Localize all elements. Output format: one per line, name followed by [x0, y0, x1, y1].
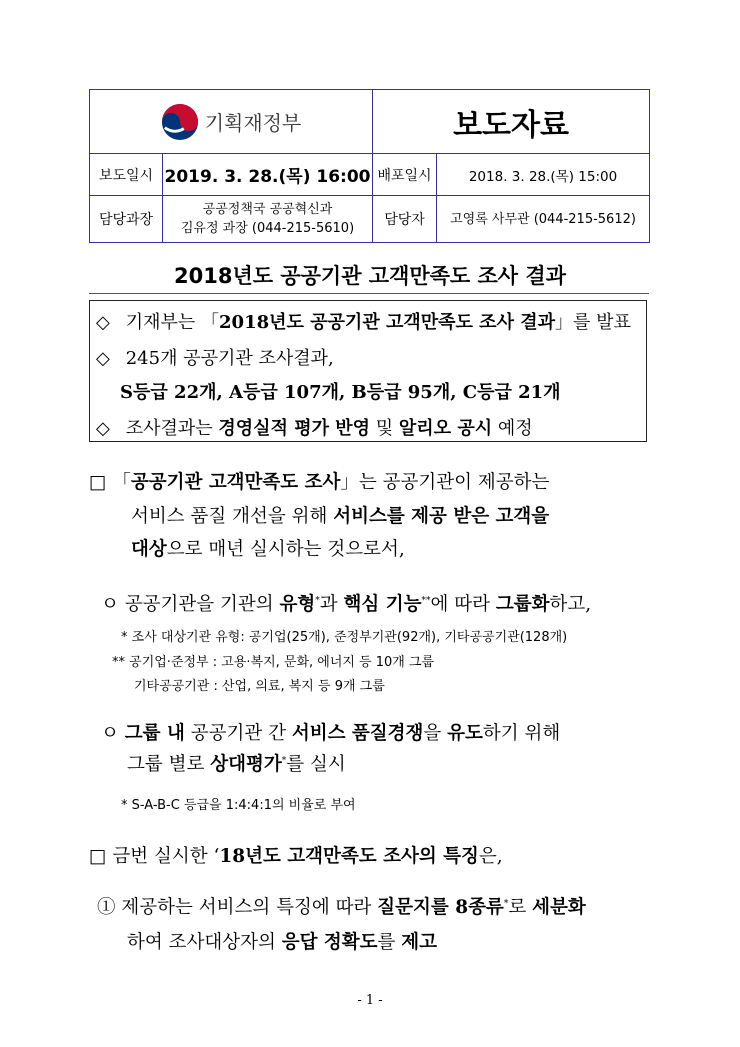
officer-label: 담당자: [373, 196, 437, 243]
dept-info: [163, 196, 373, 243]
dept-label: 담당과장: [90, 196, 163, 243]
diamond-bullet-icon: ◇: [96, 348, 110, 369]
para-1-line-3: 대상으로 매년 실시하는 것으로서,: [131, 539, 405, 560]
footnote-3: 기타공공기관 : 산업, 의료, 복지 등 9개 그룹: [134, 679, 385, 694]
circle-bullet-icon: ㅇ: [101, 594, 119, 615]
para-5-line-1: ① 제공하는 서비스의 특징에 따라 질문지를 8종류*로 세분화: [97, 897, 586, 918]
summary-line-4: ◇ 조사결과는 경영실적 평가 반영 및 알리오 공시 예정: [96, 418, 533, 439]
square-bullet-icon: □: [89, 472, 107, 493]
title-divider: [89, 293, 649, 294]
footnote-1: * 조사 대상기관 유형: 공기업(25개), 준정부기관(92개), 기타공공기관(128개): [121, 630, 568, 645]
summary-line-2: ◇ 245개 공공기관 조사결과,: [96, 348, 334, 369]
summary-box: [89, 300, 647, 442]
footnote-2: ** 공기업·준정부 : 고용·복지, 문화, 에너지 등 10개 그룹: [112, 655, 435, 670]
para-4: □ 금번 실시한 ‘18년도 고객만족도 조사의 특징은,: [89, 846, 503, 867]
release-date: 2019. 3. 28.(목) 16:00: [163, 154, 373, 196]
para-2: ㅇ 공공기관을 기관의 유형*과 핵심 기능**에 따라 그룹화하고,: [101, 594, 592, 615]
distribution-date: 2018. 3. 28.(목) 15:00: [437, 154, 650, 196]
document-title: 2018년도 공공기관 고객만족도 조사 결과: [174, 264, 566, 288]
summary-line-1: ◇ 기재부는 「2018년도 공공기관 고객만족도 조사 결과」를 발표: [96, 312, 631, 333]
circle-bullet-icon: ㅇ: [101, 723, 119, 744]
para-5-line-2: 하여 조사대상자의 응답 정확도를 제고: [127, 932, 438, 953]
distribution-label: 배포일시: [373, 154, 437, 196]
press-release-header: [89, 89, 650, 243]
doc-type-title: 보도자료: [373, 90, 650, 154]
summary-line-3: S등급 22개, A등급 107개, B등급 95개, C등급 21개: [120, 382, 561, 403]
footnote-4: * S-A-B-C 등급을 1:4:4:1의 비율로 부여: [121, 798, 356, 813]
diamond-bullet-icon: ◇: [96, 418, 110, 439]
circled-number-one: ①: [97, 897, 116, 918]
release-label: 보도일시: [90, 154, 163, 196]
para-1-line-2: 서비스 품질 개선을 위해 서비스를 제공 받은 고객을: [131, 506, 550, 527]
officer-value: 고영록 사무관 (044-215-5612): [437, 196, 650, 243]
para-3-line-1: ㅇ 그룹 내 공공기관 간 서비스 품질경쟁을 유도하기 위해: [101, 723, 561, 744]
page-number: - 1 -: [357, 993, 383, 1008]
para-1-line-1: □ 「공공기관 고객만족도 조사」는 공공기관이 제공하는: [89, 472, 550, 493]
square-bullet-icon: □: [89, 846, 107, 867]
dept-head: 김유정 과장 (044-215-5610): [180, 221, 355, 236]
para-3-line-2: 그룹 별로 상대평가*를 실시: [127, 754, 346, 775]
ministry-emblem-icon: [161, 103, 199, 141]
dept-name: 공공정책국 공공혁신과: [202, 202, 333, 217]
ministry-name: 기획재정부: [204, 111, 302, 135]
ministry-logo-cell: [90, 90, 373, 154]
diamond-bullet-icon: ◇: [96, 312, 110, 333]
